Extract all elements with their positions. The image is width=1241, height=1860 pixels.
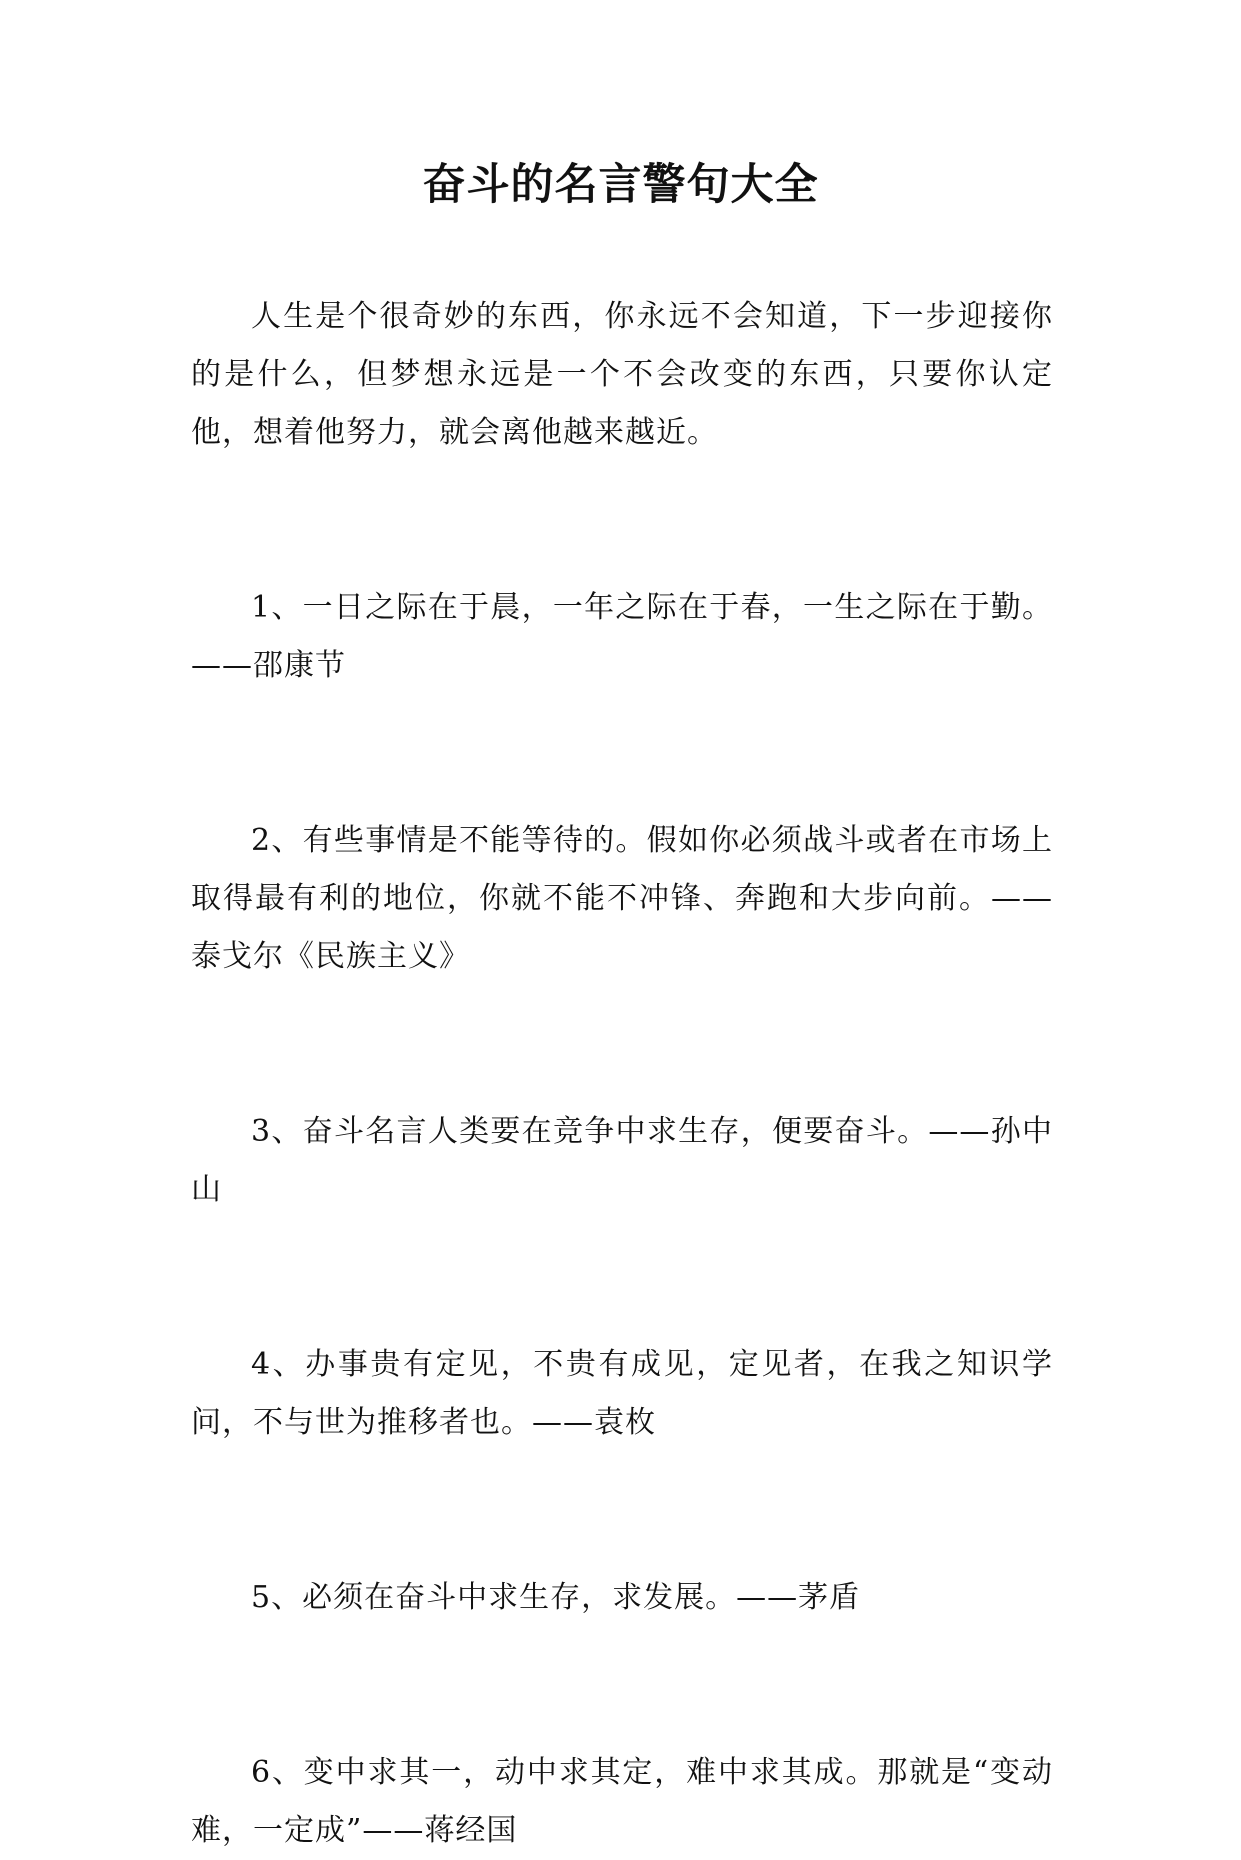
intro-paragraph: 人生是个很奇妙的东西，你永远不会知道，下一步迎接你的是什么，但梦想永远是一个不会改变的东西，只要你认定他，想着他努力，就会离他越来越近。 <box>191 299 1053 450</box>
quote-1: 1、一日之际在于晨，一年之际在于春，一生之际在于勤。——邵康节 <box>191 590 1053 683</box>
quote-6: 6、变中求其一，动中求其定，难中求其成。那就是“变动难，一定成”——蒋经国 <box>191 1755 1053 1848</box>
quote-5: 5、必须在奋斗中求生存，求发展。——茅盾 <box>251 1580 861 1615</box>
document-body <box>191 288 1053 1860</box>
quote-2: 2、有些事情是不能等待的。假如你必须战斗或者在市场上取得最有利的地位，你就不能不冲锋、奔跑和大步向前。——泰戈尔《民族主义》 <box>191 823 1053 974</box>
quote-4: 4、办事贵有定见，不贵有成见，定见者，在我之知识学问，不与世为推移者也。——袁枚 <box>191 1347 1053 1440</box>
quote-3: 3、奋斗名言人类要在竞争中求生存，便要奋斗。——孙中山 <box>191 1114 1053 1207</box>
page-title: 奋斗的名言警句大全 <box>422 160 819 210</box>
